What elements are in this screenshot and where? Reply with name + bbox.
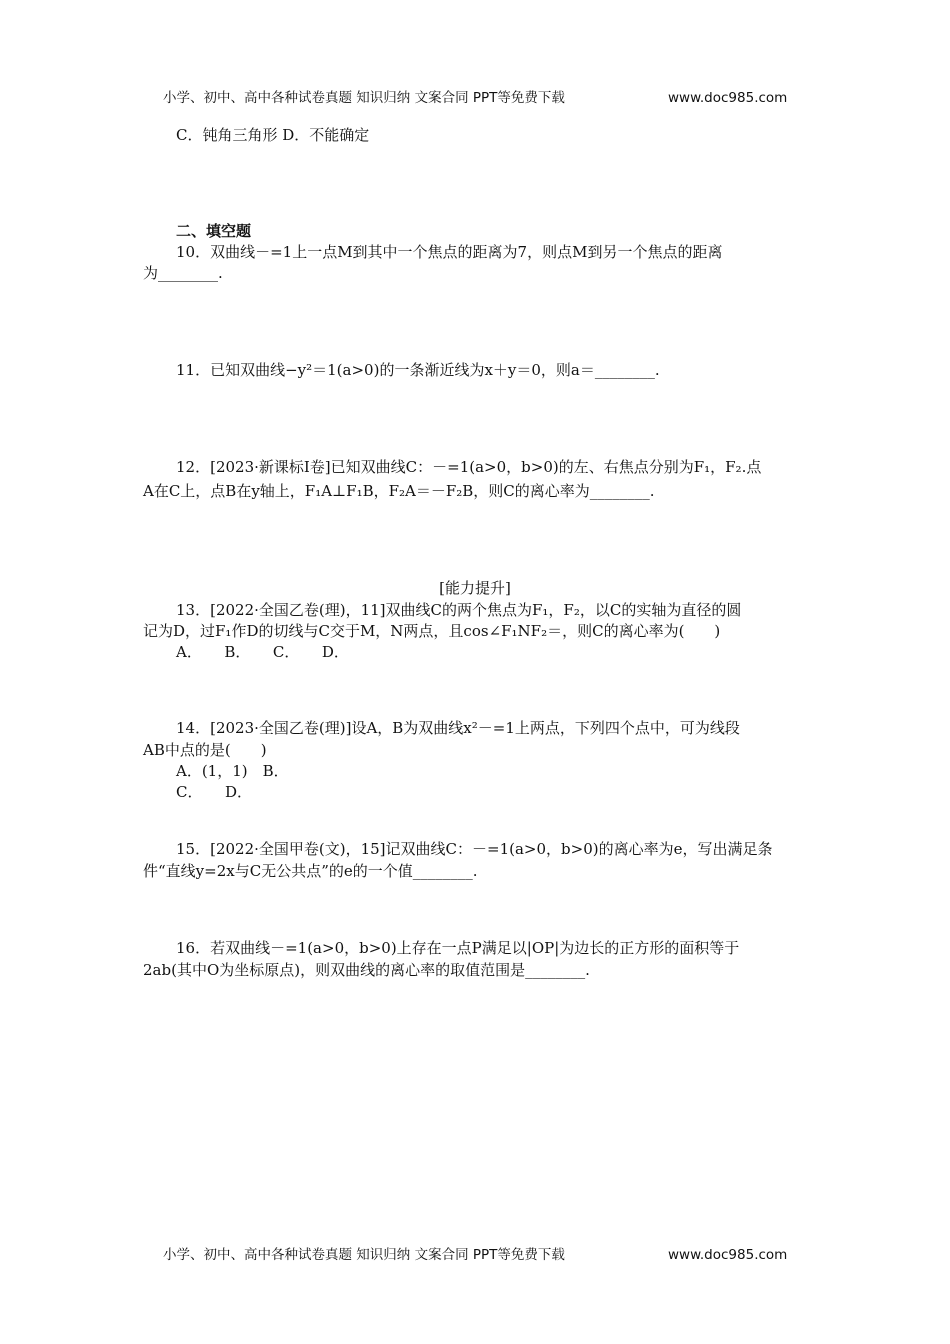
q11-line1: 11．已知双曲线−y²＝1(a>0)的一条渐近线为x＋y＝0，则a＝________. bbox=[176, 361, 660, 379]
q10-line1: 10．双曲线－=1上一点M到其中一个焦点的距离为7，则点M到另一个焦点的距离 bbox=[176, 243, 723, 261]
q13-options: A． B． C． D． bbox=[176, 643, 349, 661]
q15-line2: 件“直线y=2x与C无公共点”的e的一个值________. bbox=[143, 862, 478, 880]
footer-url[interactable]: www.doc985.com bbox=[668, 1247, 788, 1263]
q9-options: C．钝角三角形 D．不能确定 bbox=[176, 126, 370, 144]
section-title-fill-blank: 二、填空题 bbox=[176, 222, 252, 240]
q15-line1: 15．[2022·全国甲卷(文)，15]记双曲线C：－=1(a>0，b>0)的离心率为e，写出满足条 bbox=[176, 840, 773, 858]
q14-line2: AB中点的是( ) bbox=[143, 741, 267, 759]
q14-options-cd: C． D． bbox=[176, 783, 253, 801]
q13-line2: 记为D，过F₁作D的切线与C交于M，N两点，且cos∠F₁NF₂＝，则C的离心率为( ) bbox=[143, 622, 721, 640]
section-title-ability: [能力提升] bbox=[439, 579, 511, 597]
q12-line1: 12．[2023·新课标Ⅰ卷]已知双曲线C：－=1(a>0，b>0)的左、右焦点分别为F₁，F₂.点 bbox=[176, 458, 762, 476]
footer-text: 小学、初中、高中各种试卷真题 知识归纳 文案合同 PPT等免费下载 bbox=[163, 1247, 565, 1263]
header-text: 小学、初中、高中各种试卷真题 知识归纳 文案合同 PPT等免费下载 bbox=[163, 90, 565, 106]
q10-line2: 为________. bbox=[143, 264, 223, 282]
q16-line1: 16．若双曲线－=1(a>0，b>0)上存在一点P满足以|OP|为边长的正方形的面积等于 bbox=[176, 939, 740, 957]
q12-line2: A在C上，点B在y轴上，F₁A⊥F₁B，F₂A＝－F₂B，则C的离心率为________. bbox=[143, 482, 655, 500]
header-url[interactable]: www.doc985.com bbox=[668, 90, 788, 106]
q14-line1: 14．[2023·全国乙卷(理)]设A，B为双曲线x²－=1上两点，下列四个点中，可为线段 bbox=[176, 719, 740, 737]
q16-line2: 2ab(其中O为坐标原点)，则双曲线的离心率的取值范围是________. bbox=[143, 961, 590, 979]
q13-line1: 13．[2022·全国乙卷(理)，11]双曲线C的两个焦点为F₁，F₂，以C的实轴为直径的圆 bbox=[176, 601, 742, 619]
q14-options-ab: A．(1，1) B． bbox=[176, 762, 289, 780]
